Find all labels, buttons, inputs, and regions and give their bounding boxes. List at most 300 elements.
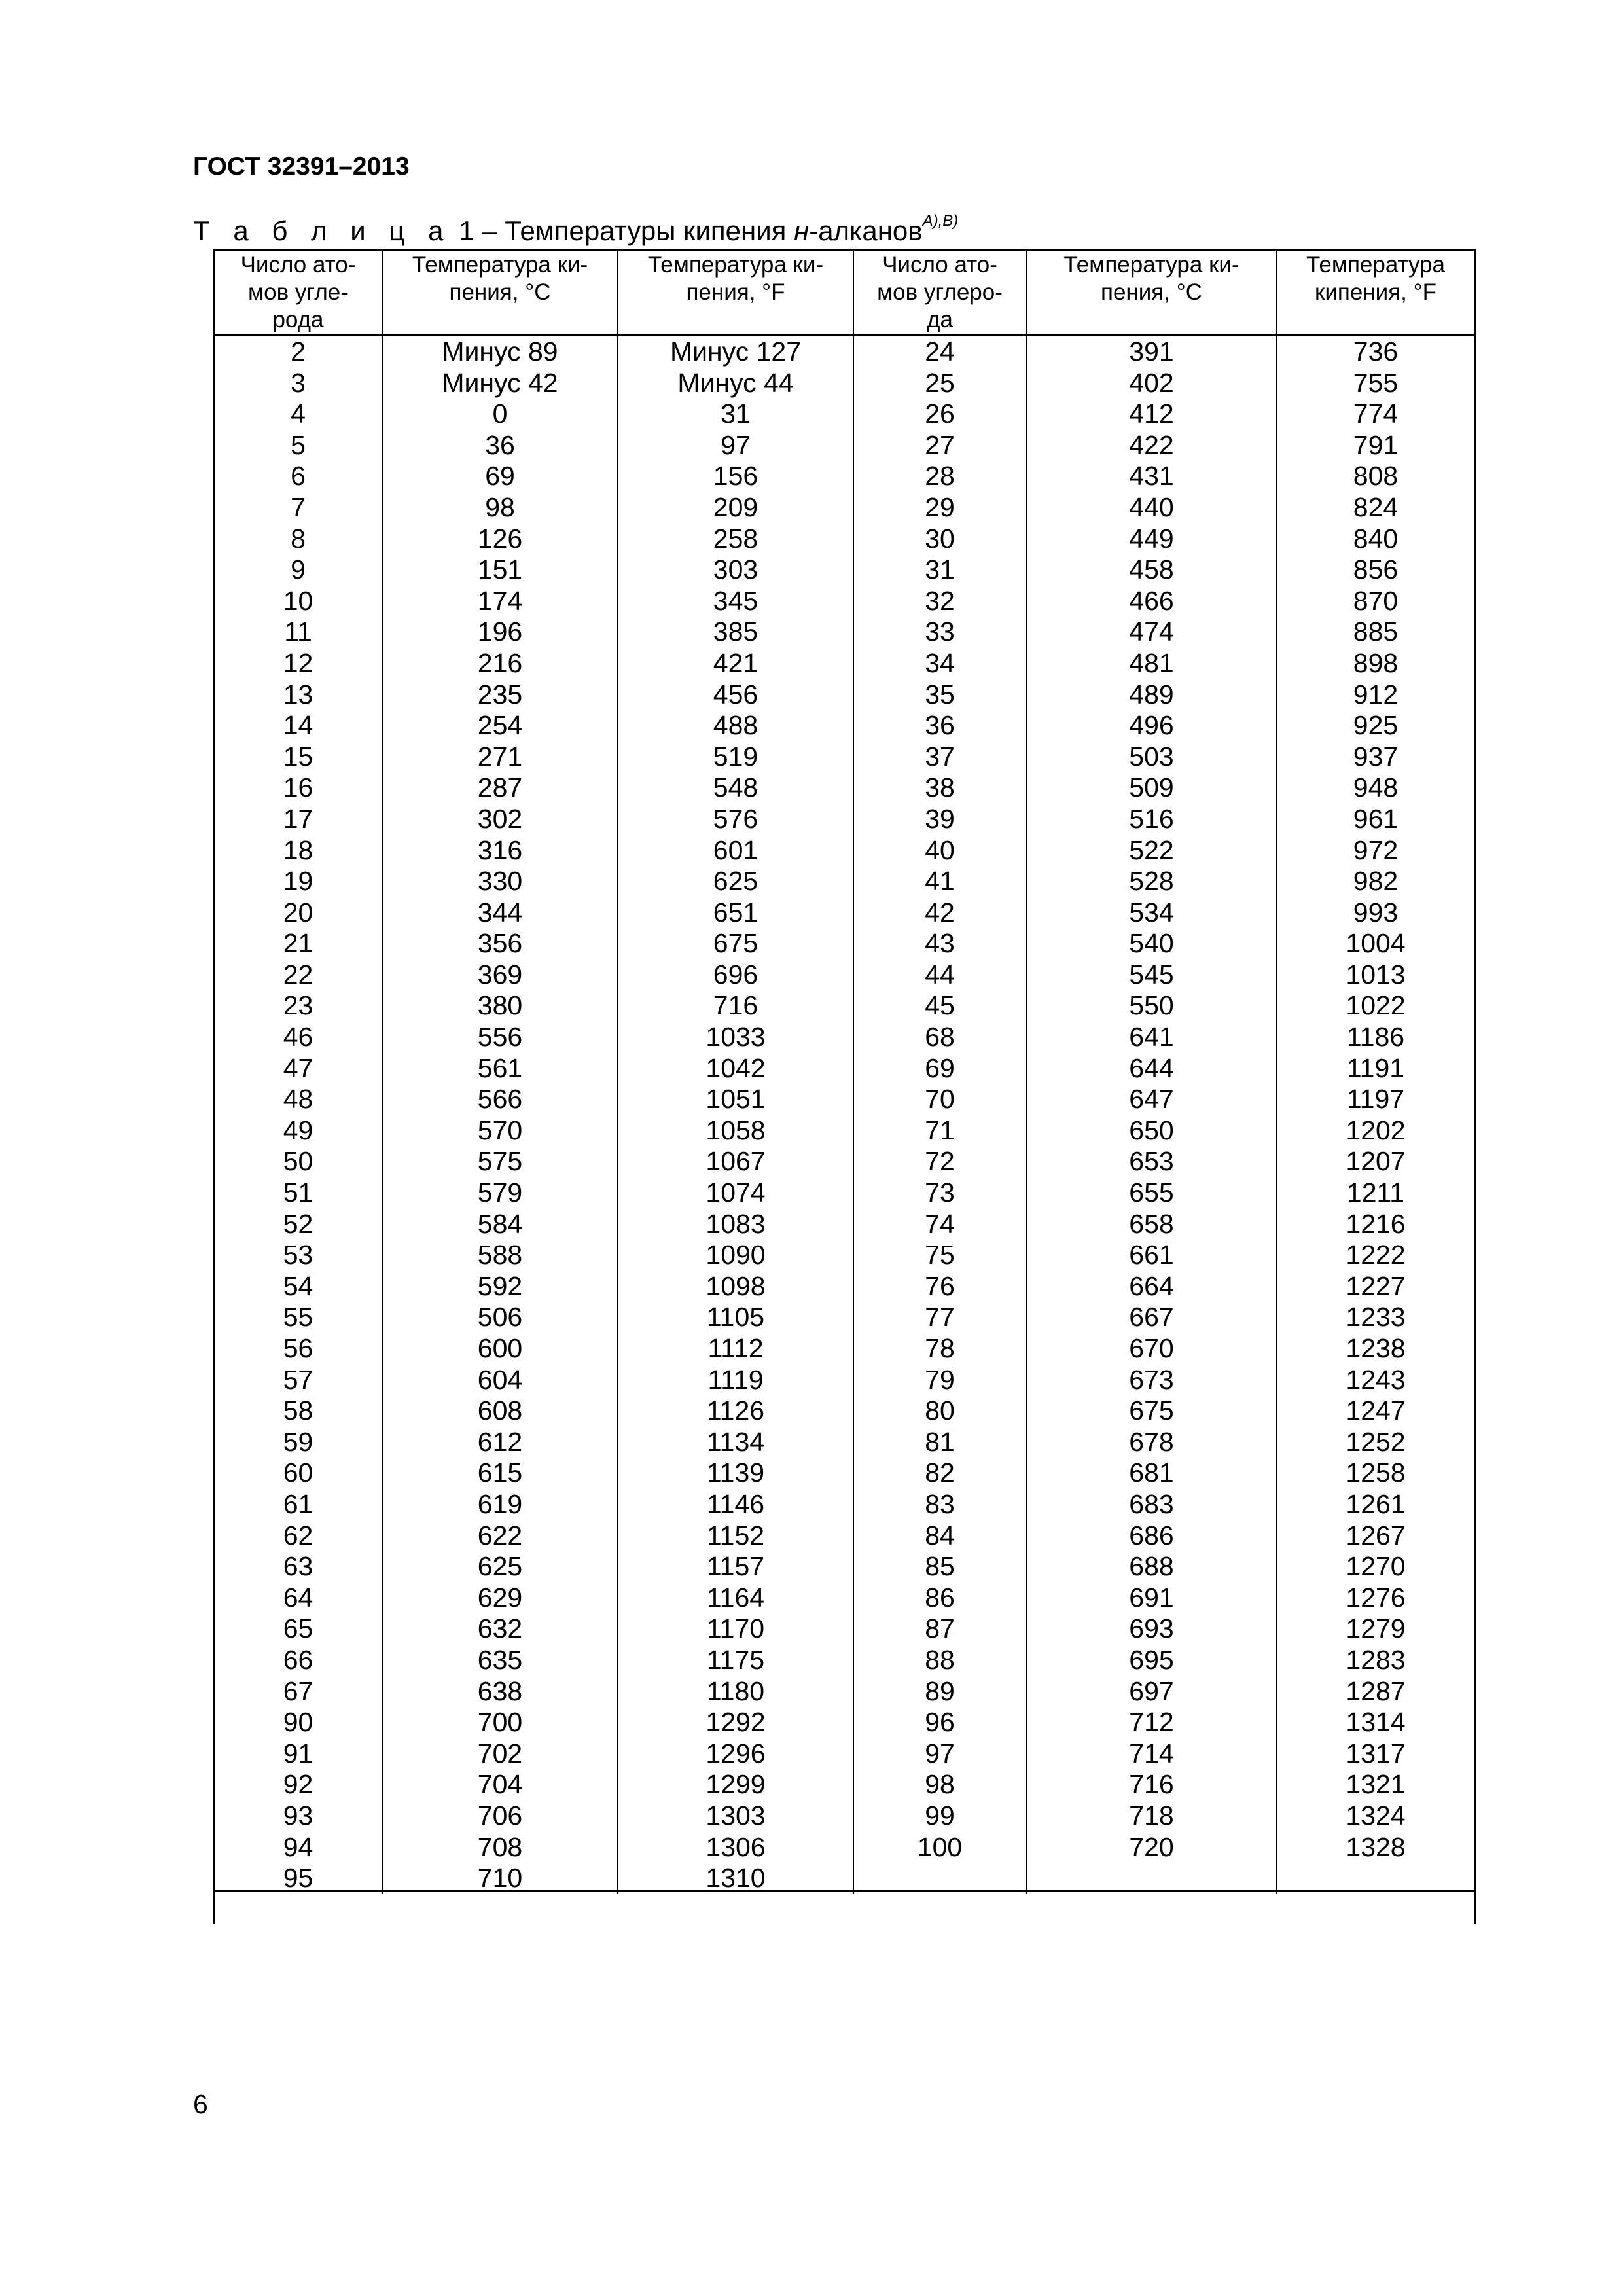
table-cell: 534 — [1026, 897, 1277, 929]
table-cell: 31 — [618, 399, 853, 430]
page-number: 6 — [193, 2089, 208, 2119]
table-cell: 16 — [215, 772, 382, 804]
table-cell: 706 — [382, 1801, 618, 1832]
table-cell: 2 — [215, 335, 382, 368]
table-cell: 592 — [382, 1271, 618, 1302]
table-cell: 474 — [1026, 617, 1277, 648]
table-cell: 720 — [1026, 1832, 1277, 1863]
table-cell: 1317 — [1346, 1738, 1406, 1768]
table-cell: 316 — [382, 835, 618, 867]
table-caption — [193, 212, 959, 247]
table-row — [215, 335, 1474, 368]
table-cell: 584 — [382, 1209, 618, 1240]
table-cell: 1098 — [618, 1271, 853, 1302]
table-cell: 545 — [1026, 960, 1277, 991]
table-cell: 99 — [853, 1801, 1026, 1832]
table-cell: 1279 — [1346, 1613, 1406, 1644]
table-cell: 45 — [853, 990, 1026, 1022]
table-row — [215, 835, 1474, 867]
table-row — [215, 1395, 1474, 1427]
table-cell: 579 — [382, 1177, 618, 1209]
table-cell: 156 — [618, 461, 853, 492]
table-cell: 7 — [215, 492, 382, 524]
table-cell: 74 — [853, 1209, 1026, 1240]
table-row — [215, 1115, 1474, 1147]
table-cell: 516 — [1026, 804, 1277, 835]
table-cell: 755 — [1353, 367, 1399, 398]
table-cell: 73 — [853, 1177, 1026, 1209]
table-cell: 638 — [382, 1676, 618, 1708]
table-cell: 588 — [382, 1240, 618, 1271]
table-row — [215, 1863, 1474, 1894]
table-cell: 258 — [618, 524, 853, 555]
table-cell: 1105 — [618, 1302, 853, 1333]
table-cell: 522 — [1026, 835, 1277, 867]
table-cell: 84 — [853, 1520, 1026, 1552]
table-row — [215, 1458, 1474, 1489]
table-cell: 75 — [853, 1240, 1026, 1271]
table-cell: 449 — [1026, 524, 1277, 555]
table-cell: 87 — [853, 1613, 1026, 1645]
table-cell: 287 — [382, 772, 618, 804]
table-cell: 40 — [853, 835, 1026, 867]
table-cell: 98 — [853, 1769, 1026, 1801]
table-cell: 1175 — [618, 1645, 853, 1676]
table-cell: 196 — [382, 617, 618, 648]
table-cell: 716 — [1026, 1769, 1277, 1801]
table-cell: 1238 — [1346, 1333, 1406, 1363]
table-cell: 693 — [1026, 1613, 1277, 1645]
caption-number: 1 — [459, 215, 474, 246]
table-cell: 575 — [382, 1146, 618, 1177]
table-row — [215, 1801, 1474, 1832]
table-cell: 615 — [382, 1458, 618, 1489]
table-cell: 51 — [215, 1177, 382, 1209]
table-cell: 1157 — [618, 1551, 853, 1583]
table-cell: 1191 — [1346, 1052, 1405, 1083]
table-cell: 421 — [618, 648, 853, 679]
table-cell: 506 — [382, 1302, 618, 1333]
table-cell: 67 — [215, 1676, 382, 1708]
table-cell: 688 — [1026, 1551, 1277, 1583]
table-cell: 64 — [215, 1583, 382, 1614]
table-cell: 570 — [382, 1115, 618, 1147]
table-cell: 440 — [1026, 492, 1277, 524]
table-body — [215, 335, 1474, 1894]
table-cell: 566 — [382, 1084, 618, 1115]
table-cell: 55 — [215, 1302, 382, 1333]
table-cell: 540 — [1026, 928, 1277, 960]
table-cell: 60 — [215, 1458, 382, 1489]
table-cell — [1277, 1863, 1474, 1894]
table-cell: 69 — [382, 461, 618, 492]
table-row — [215, 1333, 1474, 1365]
table-cell: 79 — [853, 1365, 1026, 1396]
table-row — [215, 617, 1474, 648]
table-row — [215, 399, 1474, 430]
table-row — [215, 804, 1474, 835]
table-cell: 1314 — [1346, 1707, 1406, 1738]
table-cell: 695 — [1026, 1645, 1277, 1676]
table-cell: 691 — [1026, 1583, 1277, 1614]
table-row — [215, 1551, 1474, 1583]
table-row — [215, 524, 1474, 555]
table-cell: 1321 — [1346, 1769, 1406, 1800]
table-cell: 83 — [853, 1489, 1026, 1520]
table-row — [215, 866, 1474, 897]
table-cell: 870 — [1353, 585, 1399, 616]
table-cell: 22 — [215, 960, 382, 991]
table-cell: 36 — [853, 710, 1026, 742]
table-cell: 678 — [1026, 1427, 1277, 1458]
column-header-3: Температура ки- пения, °F — [618, 251, 853, 335]
table-cell: 100 — [853, 1832, 1026, 1863]
table-cell: 235 — [382, 679, 618, 711]
table-row — [215, 960, 1474, 991]
table-cell: 1296 — [618, 1738, 853, 1770]
table-cell: 80 — [853, 1395, 1026, 1427]
table-cell: 1261 — [1346, 1488, 1406, 1519]
table-row — [215, 1769, 1474, 1801]
table-cell: 39 — [853, 804, 1026, 835]
table-cell: 1270 — [1346, 1551, 1406, 1582]
table-cell: 91 — [215, 1738, 382, 1770]
table-cell: 556 — [382, 1022, 618, 1053]
table-cell: 667 — [1026, 1302, 1277, 1333]
table-row — [215, 1520, 1474, 1552]
table-cell: 47 — [215, 1053, 382, 1085]
table-row — [215, 1427, 1474, 1458]
table-cell: 686 — [1026, 1520, 1277, 1552]
table-cell: 1119 — [618, 1365, 853, 1396]
table-cell: Минус 42 — [382, 368, 618, 399]
table-cell: 612 — [382, 1427, 618, 1458]
table-row — [215, 1707, 1474, 1738]
table-row — [215, 1053, 1474, 1085]
table-row — [215, 990, 1474, 1022]
table-row — [215, 461, 1474, 492]
table-cell: 380 — [382, 990, 618, 1022]
table-cell: 66 — [215, 1645, 382, 1676]
table-cell: 673 — [1026, 1365, 1277, 1396]
table-cell: 664 — [1026, 1271, 1277, 1302]
table-cell: 661 — [1026, 1240, 1277, 1271]
table-cell: 576 — [618, 804, 853, 835]
table-cell: 1013 — [1346, 959, 1406, 990]
table-cell: 736 — [1353, 336, 1399, 367]
table-cell: 8 — [215, 524, 382, 555]
table-cell: 1074 — [618, 1177, 853, 1209]
table-cell: 1042 — [618, 1053, 853, 1085]
table-cell: 32 — [853, 586, 1026, 617]
table-cell: 791 — [1353, 429, 1399, 460]
table-cell: 94 — [215, 1832, 382, 1863]
table-cell: 10 — [215, 586, 382, 617]
table-cell: 712 — [1026, 1707, 1277, 1738]
table-cell: 458 — [1026, 554, 1277, 586]
column-header-2: Температура ки- пения, °С — [382, 251, 618, 335]
table-cell: 69 — [853, 1053, 1026, 1085]
table-cell: 48 — [215, 1084, 382, 1115]
table-cell: 635 — [382, 1645, 618, 1676]
table-cell: 982 — [1353, 866, 1399, 897]
table-cell: 385 — [618, 617, 853, 648]
table-cell: 42 — [853, 897, 1026, 929]
table-cell: 70 — [853, 1084, 1026, 1115]
table-cell: 11 — [215, 617, 382, 648]
table-cell: 993 — [1353, 897, 1399, 927]
table-cell: 88 — [853, 1645, 1026, 1676]
table-cell: 49 — [215, 1115, 382, 1147]
table-cell: 95 — [215, 1863, 382, 1894]
table-cell: 36 — [382, 430, 618, 461]
table-cell — [853, 1863, 1026, 1894]
table-row — [215, 1022, 1474, 1053]
table-row — [215, 1676, 1474, 1708]
table-cell: 271 — [382, 742, 618, 773]
table-cell: 710 — [382, 1863, 618, 1894]
table-cell: 92 — [215, 1769, 382, 1801]
table-cell: 50 — [215, 1146, 382, 1177]
table-cell: 647 — [1026, 1084, 1277, 1115]
table-cell: 62 — [215, 1520, 382, 1552]
table-cell: 71 — [853, 1115, 1026, 1147]
table-cell: 651 — [618, 897, 853, 929]
table-cell: 619 — [382, 1489, 618, 1520]
table-cell: 456 — [618, 679, 853, 711]
table-cell: 550 — [1026, 990, 1277, 1022]
table-cell: 391 — [1026, 335, 1277, 368]
table-cell: 808 — [1353, 461, 1399, 492]
table-cell: 35 — [853, 679, 1026, 711]
table-row — [215, 1645, 1474, 1676]
table-cell: 1090 — [618, 1240, 853, 1271]
table-row — [215, 1489, 1474, 1520]
table-cell: 216 — [382, 648, 618, 679]
table-cell: 503 — [1026, 742, 1277, 773]
column-header-6: Температура кипения, °F — [1277, 251, 1474, 335]
table-cell: 650 — [1026, 1115, 1277, 1147]
table-row — [215, 710, 1474, 742]
boiling-points-table — [215, 251, 1474, 1894]
table-cell: 126 — [382, 524, 618, 555]
table-cell: 1051 — [618, 1084, 853, 1115]
table-cell: 840 — [1353, 523, 1399, 554]
table-cell: 86 — [853, 1583, 1026, 1614]
table-cell: 1083 — [618, 1209, 853, 1240]
table-cell: 1202 — [1346, 1115, 1406, 1145]
table-cell: 14 — [215, 710, 382, 742]
table-cell: 98 — [382, 492, 618, 524]
table-cell: 925 — [1353, 710, 1399, 741]
table-cell: 24 — [853, 335, 1026, 368]
table-cell: 912 — [1353, 679, 1399, 709]
table-row — [215, 1271, 1474, 1302]
table-cell: 81 — [853, 1427, 1026, 1458]
table-cell: 774 — [1353, 399, 1399, 429]
table-cell: 1170 — [618, 1613, 853, 1645]
table-row — [215, 1240, 1474, 1271]
table-cell: 702 — [382, 1738, 618, 1770]
table-cell: 1004 — [1346, 928, 1406, 959]
table-row — [215, 492, 1474, 524]
table-cell: 718 — [1026, 1801, 1277, 1832]
table-cell: 937 — [1353, 741, 1399, 772]
table-cell: 1299 — [618, 1769, 853, 1801]
table-cell: 1022 — [1346, 990, 1406, 1021]
table-cell: 28 — [853, 461, 1026, 492]
table-cell: 622 — [382, 1520, 618, 1552]
table-cell: 1292 — [618, 1707, 853, 1738]
table-cell: 481 — [1026, 648, 1277, 679]
table-cell: 1247 — [1346, 1395, 1406, 1426]
table-row — [215, 1738, 1474, 1770]
table-cell: 93 — [215, 1801, 382, 1832]
table-cell: 53 — [215, 1240, 382, 1271]
table-cell: 824 — [1353, 492, 1399, 522]
table-cell: 68 — [853, 1022, 1026, 1053]
table-cell: 97 — [853, 1738, 1026, 1770]
table-cell: 1126 — [618, 1395, 853, 1427]
table-cell: 174 — [382, 586, 618, 617]
table-cell: 3 — [215, 368, 382, 399]
table-cell: 1258 — [1346, 1458, 1406, 1488]
table-cell: 31 — [853, 554, 1026, 586]
table-cell: 948 — [1353, 772, 1399, 803]
table-cell: 1152 — [618, 1520, 853, 1552]
table-cell: 548 — [618, 772, 853, 804]
table-cell: 57 — [215, 1365, 382, 1396]
table-frame — [213, 249, 1476, 1924]
table-cell: 44 — [853, 960, 1026, 991]
table-cell: 431 — [1026, 461, 1277, 492]
table-cell: 1186 — [1346, 1022, 1405, 1052]
table-cell: 26 — [853, 399, 1026, 430]
table-cell: 345 — [618, 586, 853, 617]
table-cell: 76 — [853, 1271, 1026, 1302]
table-cell: Минус 127 — [618, 335, 853, 368]
table-cell: 528 — [1026, 866, 1277, 897]
table-row — [215, 742, 1474, 773]
table-cell: 629 — [382, 1583, 618, 1614]
table-cell: 52 — [215, 1209, 382, 1240]
table-cell: 6 — [215, 461, 382, 492]
table-cell: Минус 89 — [382, 335, 618, 368]
table-cell: 716 — [618, 990, 853, 1022]
table-cell: 58 — [215, 1395, 382, 1427]
table-cell: 54 — [215, 1271, 382, 1302]
table-cell: 708 — [382, 1832, 618, 1863]
table-cell: 402 — [1026, 368, 1277, 399]
table-cell: 714 — [1026, 1738, 1277, 1770]
table-cell: 96 — [853, 1707, 1026, 1738]
table-cell: 59 — [215, 1427, 382, 1458]
table-cell: 29 — [853, 492, 1026, 524]
table-cell: 254 — [382, 710, 618, 742]
table-cell: 27 — [853, 430, 1026, 461]
table-cell: 65 — [215, 1613, 382, 1645]
table-cell: 344 — [382, 897, 618, 929]
table-row — [215, 1209, 1474, 1240]
column-header-5: Температура ки- пения, °С — [1026, 251, 1277, 335]
table-cell: 1216 — [1346, 1208, 1406, 1239]
table-cell: 696 — [618, 960, 853, 991]
table-cell: 466 — [1026, 586, 1277, 617]
table-row — [215, 1365, 1474, 1396]
table-cell: 85 — [853, 1551, 1026, 1583]
table-cell: 898 — [1353, 647, 1399, 678]
table-cell: 412 — [1026, 399, 1277, 430]
table-cell: 625 — [382, 1551, 618, 1583]
caption-italic: н — [794, 215, 810, 246]
table-cell: 1324 — [1346, 1800, 1406, 1831]
table-cell: 30 — [853, 524, 1026, 555]
table-cell: 972 — [1353, 834, 1399, 865]
table-row — [215, 1302, 1474, 1333]
table-cell: 38 — [853, 772, 1026, 804]
table-cell: 488 — [618, 710, 853, 742]
table-row — [215, 679, 1474, 711]
table-cell: 496 — [1026, 710, 1277, 742]
table-cell: 72 — [853, 1146, 1026, 1177]
table-cell: 9 — [215, 554, 382, 586]
table-cell: 13 — [215, 679, 382, 711]
table-cell: 43 — [853, 928, 1026, 960]
table-cell: 1303 — [618, 1801, 853, 1832]
table-cell: 644 — [1026, 1053, 1277, 1085]
table-row — [215, 586, 1474, 617]
table-cell: 15 — [215, 742, 382, 773]
table-cell: 1164 — [618, 1583, 853, 1614]
table-cell: 1267 — [1346, 1520, 1406, 1551]
table-cell: 4 — [215, 399, 382, 430]
table-cell: 600 — [382, 1333, 618, 1365]
table-cell: 675 — [1026, 1395, 1277, 1427]
table-cell: 1283 — [1346, 1644, 1406, 1675]
table-cell — [1026, 1863, 1277, 1894]
table-cell: 683 — [1026, 1489, 1277, 1520]
table-cell: 632 — [382, 1613, 618, 1645]
caption-notes: А),В) — [922, 212, 959, 230]
table-cell: 608 — [382, 1395, 618, 1427]
table-cell: 1243 — [1346, 1364, 1406, 1395]
table-cell: 330 — [382, 866, 618, 897]
table-row — [215, 1146, 1474, 1177]
table-cell: 697 — [1026, 1676, 1277, 1708]
table-cell: 77 — [853, 1302, 1026, 1333]
table-cell: 489 — [1026, 679, 1277, 711]
table-cell: 17 — [215, 804, 382, 835]
table-cell: 885 — [1353, 617, 1399, 647]
table-cell: 601 — [618, 835, 853, 867]
table-cell: 34 — [853, 648, 1026, 679]
table-header — [215, 251, 1474, 335]
table-row — [215, 1583, 1474, 1614]
table-header-row — [215, 251, 1474, 335]
table-cell: 704 — [382, 1769, 618, 1801]
table-cell: 1227 — [1346, 1270, 1406, 1301]
table-row — [215, 897, 1474, 929]
table-cell: 12 — [215, 648, 382, 679]
table-cell: 1276 — [1346, 1582, 1406, 1613]
table-cell: 641 — [1026, 1022, 1277, 1053]
table-cell: 675 — [618, 928, 853, 960]
table-row — [215, 1084, 1474, 1115]
table-row — [215, 368, 1474, 399]
table-cell: 1112 — [618, 1333, 853, 1365]
table-cell: 19 — [215, 866, 382, 897]
table-cell: 700 — [382, 1707, 618, 1738]
